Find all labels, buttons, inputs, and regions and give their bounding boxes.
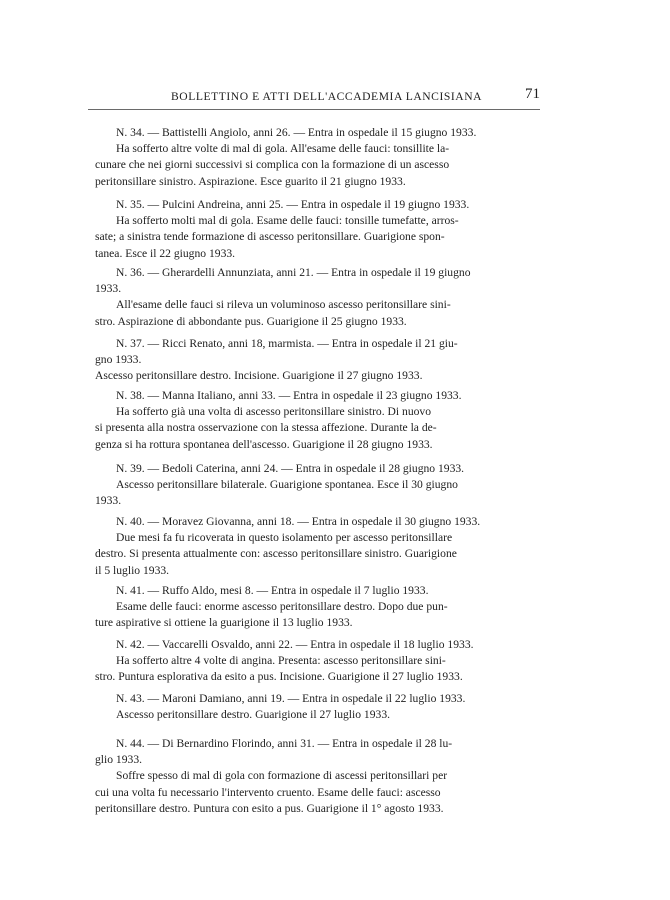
page-number: 71	[525, 86, 540, 102]
entry-line: tanea. Esce il 22 giugno 1933.	[95, 246, 236, 260]
entry-line: N. 44. — Di Bernardino Florindo, anni 31. — Entra in ospedale il 28 lu-	[116, 737, 453, 750]
journal-title: BOLLETTINO E ATTI DELL'ACCADEMIA LANCISIANA	[171, 90, 483, 103]
entry-line: Ascesso peritonsillare bilaterale. Guarigione spontanea. Esce il 30 giugno	[116, 478, 458, 492]
entry-line: Ha sofferto altre volte di mal di gola. All'esame delle fauci: tonsillite la-	[116, 142, 450, 156]
entry-line: N. 38. — Manna Italiano, anni 33. — Entra in ospedale il 23 giugno 1933.	[116, 389, 462, 402]
entry-line: Due mesi fa fu ricoverata in questo isolamento per ascesso peritonsillare	[116, 531, 453, 545]
entry-line: N. 43. — Maroni Damiano, anni 19. — Entra in ospedale il 22 luglio 1933.	[116, 692, 466, 705]
entry-line: glio 1933.	[95, 753, 143, 767]
entry-line: peritonsillare sinistro. Aspirazione. Esce guarito il 21 giugno 1933.	[95, 174, 406, 188]
case-entry-41	[95, 583, 540, 632]
entry-line: il 5 luglio 1933.	[95, 563, 170, 577]
entry-line: N. 34. — Battistelli Angiolo, anni 26. — Entra in ospedale il 15 giugno 1933.	[116, 126, 477, 139]
entry-line: N. 39. — Bedoli Caterina, anni 24. — Entra in ospedale il 28 giugno 1933.	[116, 462, 465, 475]
case-entry-34	[95, 125, 540, 190]
entry-line: N. 37. — Ricci Renato, anni 18, marmista. — Entra in ospedale il 21 giu-	[116, 337, 458, 350]
case-entry-36	[95, 265, 540, 330]
entry-line: N. 42. — Vaccarelli Osvaldo, anni 22. — Entra in ospedale il 18 luglio 1933.	[116, 638, 474, 651]
entry-line: Ha sofferto già una volta di ascesso peritonsillare sinistro. Di nuovo	[116, 405, 432, 419]
entry-line: peritonsillare destro. Puntura con esito a pus. Guarigione il 1° agosto 1933.	[95, 801, 444, 815]
entry-line: Soffre spesso di mal di gola con formazione di ascessi peritonsillari per	[116, 769, 448, 783]
case-entry-43	[95, 691, 540, 723]
entry-line: Ha sofferto altre 4 volte di angina. Presenta: ascesso peritonsillare sini-	[116, 654, 446, 668]
entry-line: sate; a sinistra tende formazione di ascesso peritonsillare. Guarigione spon-	[95, 230, 445, 244]
entry-line: ture aspirative si ottiene la guarigione il 13 luglio 1933.	[95, 616, 353, 630]
entry-line: 1933.	[95, 494, 122, 508]
entry-line: genza si ha rottura spontanea dell'ascesso. Guarigione il 28 giugno 1933.	[95, 437, 433, 451]
entry-line: Ascesso peritonsillare destro. Guarigione il 27 luglio 1933.	[116, 708, 391, 722]
entry-line: N. 35. — Pulcini Andreina, anni 25. — Entra in ospedale il 19 giugno 1933.	[116, 198, 470, 211]
entry-line: N. 36. — Gherardelli Annunziata, anni 21. — Entra in ospedale il 19 giugno	[116, 266, 471, 279]
case-entry-39	[95, 461, 540, 510]
case-entry-37	[95, 336, 540, 385]
entry-line: stro. Aspirazione di abbondante pus. Guarigione il 25 giugno 1933.	[95, 314, 407, 328]
entry-line: N. 41. — Ruffo Aldo, mesi 8. — Entra in ospedale il 7 luglio 1933.	[116, 584, 429, 597]
entry-line: stro. Puntura esplorativa da esito a pus. Incisione. Guarigione il 27 luglio 1933.	[95, 670, 463, 684]
case-entry-40	[95, 514, 540, 579]
case-entry-44	[95, 736, 540, 817]
case-entry-35	[95, 197, 540, 262]
entry-line: gno 1933.	[95, 353, 142, 367]
entry-line: Ascesso peritonsillare destro. Incisione. Guarigione il 27 giugno 1933.	[95, 369, 423, 383]
case-entry-38	[95, 388, 540, 453]
entry-line: Ha sofferto molti mal di gola. Esame delle fauci: tonsille tumefatte, arros-	[116, 214, 459, 228]
entry-line: destro. Si presenta attualmente con: ascesso peritonsillare sinistro. Guarigione	[95, 547, 457, 561]
running-header	[88, 86, 540, 108]
case-entry-42	[95, 637, 540, 686]
entry-line: Esame delle fauci: enorme ascesso peritonsillare destro. Dopo due pun-	[116, 600, 448, 614]
entry-line: All'esame delle fauci si rileva un voluminoso ascesso peritonsillare sini-	[116, 298, 451, 312]
entry-line: 1933.	[95, 282, 122, 296]
entry-line: N. 40. — Moravez Giovanna, anni 18. — Entra in ospedale il 30 giugno 1933.	[116, 515, 481, 528]
entry-line: cui una volta fu necessario l'intervento cruento. Esame delle fauci: ascesso	[95, 785, 441, 799]
header-rule	[88, 109, 540, 110]
entry-line: si presenta alla nostra osservazione con la stessa affezione. Durante la de-	[95, 421, 437, 435]
entry-line: cunare che nei giorni successivi si complica con la formazione di un ascesso	[95, 158, 450, 172]
